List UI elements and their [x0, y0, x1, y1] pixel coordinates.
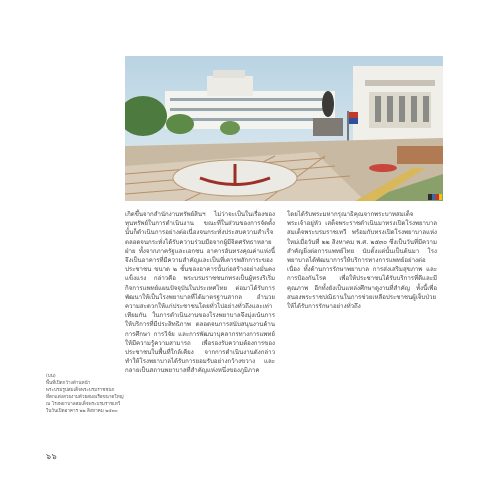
color-registration-bar — [428, 194, 442, 200]
caption-line: พระบรมรูปสมเด็จพระบรมราชชนก — [46, 388, 115, 393]
body-text-right-column — [287, 210, 437, 311]
hospital-building-image — [125, 56, 443, 201]
caption-line: (บน) — [46, 374, 56, 379]
photo-caption — [46, 373, 124, 415]
hospital-photo — [125, 56, 443, 201]
color-swatch-yellow — [439, 194, 443, 200]
body-paragraph-left: เกิดขึ้นจากสำนักงานทรัพย์สินฯ ไม่ว่าจะเป็นในเรื่องของทุนทรัพย์ในการดำเนินงาน ขณะที่ในส่วนของการจัดตั้งนั้นก็ดำเนินการอย่างต่อเนื่องจนกระทั่งประสบความสำเร็จ ตลอดจนกระทั่งได้รับความร่วมมือจากผู้มีจิตศรัทธาหลายฝ่าย ทั้งจากภาครัฐและเอกชน อาคารอันทรงคุณค่าแห่งนี้ จึงเป็นอาคารที่มีความสำคัญและเป็นที่เคารพสักการะของประชาชน ขนาด ๒ ชั้นของอาคารนั้นก่อสร้างอย่างมั่นคงแข็งแรง กล่าวคือ พระบรมราชชนกทรงเป็นผู้ทรงริเริ่มกิจการแพทย์แผนปัจจุบันในประเทศไทย ต่อมาได้รับการพัฒนาให้เป็นโรงพยาบาลที่ได้มาตรฐานสากล อำนวยความสะดวกให้แก่ประชาชนโดยทั่วไปอย่างทั่วถึงและเท่าเทียมกัน ในการดำเนินงานของโรงพยาบาลจึงมุ่งเน้นการให้บริการที่มีประสิทธิภาพ ตลอดจนการสนับสนุนงานด้านการศึกษา การวิจัย และการพัฒนาบุคลากรทางการแพทย์ให้มีความรู้ความสามารถ เพื่อรองรับความต้องการของประชาชนในพื้นที่ใกล้เคียง จากการดำเนินงานดังกล่าว ทำให้โรงพยาบาลได้รับการยอมรับอย่างกว้างขวาง และกลายเป็นสถานพยาบาลที่สำคัญแห่งหนึ่งของภูมิภาค — [125, 211, 275, 375]
caption-line: ในวันเปิดอาคาร ๒๒ สิงหาคม ๒๕๓๐ — [46, 409, 118, 414]
caption-line: พื้นที่เปิดกว้างด้านหน้า — [46, 381, 91, 386]
caption-line: ณ โรงพยาบาลสมเด็จพระบรมราชเทวี — [46, 402, 121, 407]
page-number: ๖๖ — [46, 452, 58, 461]
body-paragraph-right: โดยได้รับพระมหากรุณาธิคุณจากพระบาทสมเด็จพระเจ้าอยู่หัว เสด็จพระราชดำเนินมาทรงเปิดโรงพยาบาลสมเด็จพระบรมราชเทวี พร้อมกับทรงเปิดโรงพยาบาลแห่งใหม่เมื่อวันที่ ๒๒ สิงหาคม พ.ศ. ๒๕๓๐ ซึ่งเป็นวันที่มีความสำคัญยิ่งต่อการแพทย์ไทย นับตั้งแต่นั้นเป็นต้นมา โรงพยาบาลได้พัฒนาการให้บริการทางการแพทย์อย่างต่อเนื่อง ทั้งด้านการรักษาพยาบาล การส่งเสริมสุขภาพ และการป้องกันโรค เพื่อให้ประชาชนได้รับบริการที่ดีและมีคุณภาพ อีกทั้งยังเป็นแหล่งศึกษาดูงานที่สำคัญ ทั้งนี้เพื่อสนองพระราชปณิธานในการช่วยเหลือประชาชนผู้เจ็บป่วยให้ได้รับการรักษาอย่างทั่วถึง — [287, 211, 437, 311]
body-text-left-column — [125, 210, 275, 376]
caption-line: ที่ตกแต่งสวยงามด้วยสมอเรือขนาดใหญ่ — [46, 395, 124, 400]
